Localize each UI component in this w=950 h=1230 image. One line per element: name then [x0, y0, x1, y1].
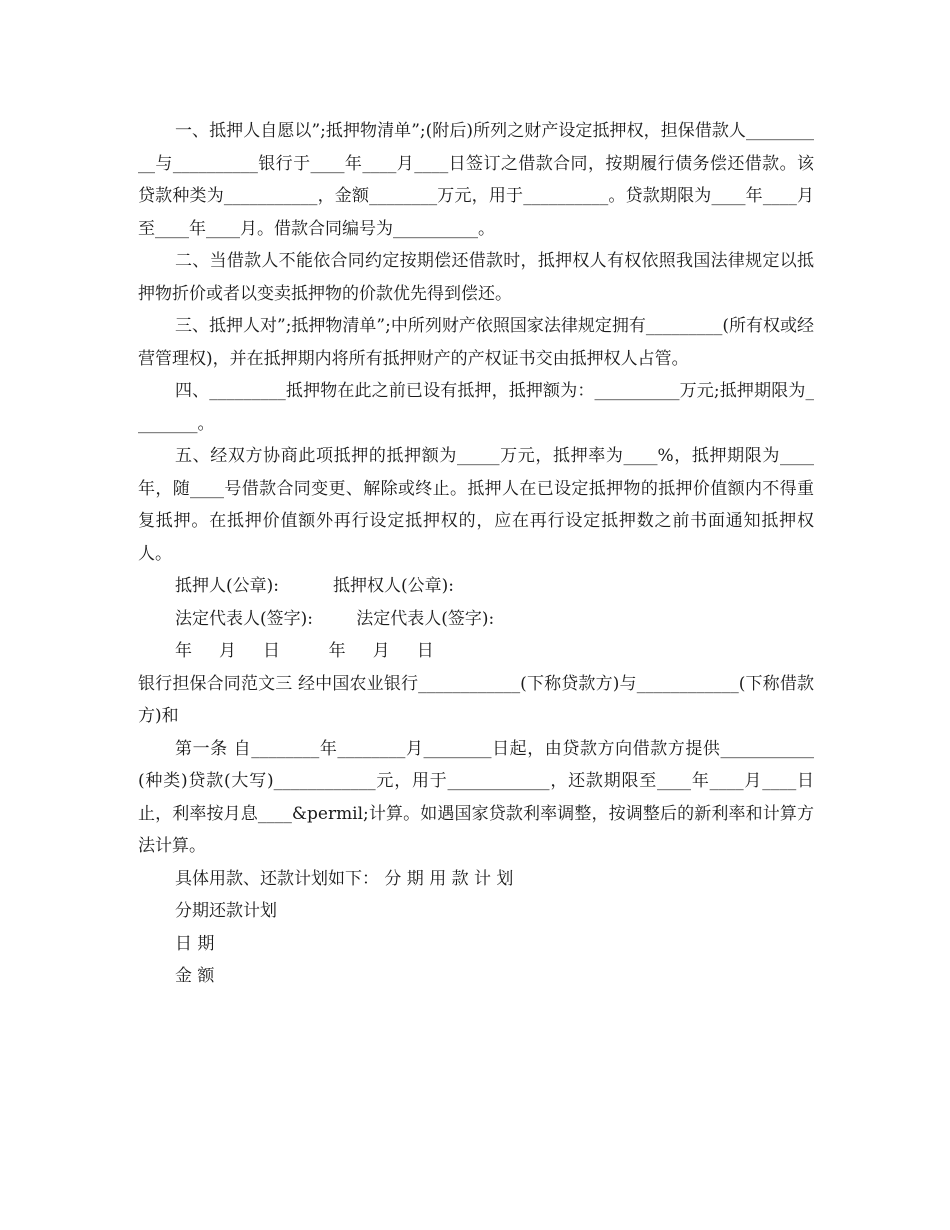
repayment-plan-label: 分期还款计划: [175, 901, 277, 921]
date-label: 日 期: [175, 933, 215, 954]
clause-3: 三、抵押人对”;抵押物清单”;中所列财产依照国家法律规定拥有_________(所有权或经营管理权)，并在抵押期内将所有抵押财产的产权证书交由抵押权人占管。: [138, 316, 814, 369]
signature-seal-line: 抵押人(公章): 抵押权人(公章):: [175, 576, 455, 596]
signature-representative-line: 法定代表人(签字): 法定代表人(签字):: [175, 608, 495, 629]
second-contract-intro: 银行担保合同范文三 经中国农业银行____________(下称贷款方)与____________(下称借款方)和: [138, 673, 814, 726]
clause-2: 二、当借款人不能依合同约定按期偿还借款时，抵押权人有权依照我国法律规定以抵押物折价或者以变卖抵押物的价款优先得到偿还。: [138, 251, 814, 304]
signature-date-line: 年 月 日 年 月 日: [175, 641, 434, 661]
loan-plan-line: 具体用款、还款计划如下： 分 期 用 款 计 划: [175, 868, 514, 889]
contract-text: [138, 115, 814, 993]
article-1: 第一条 自________年________月________日起，由贷款方向借款方提供___________(种类)贷款(大写)____________元，用于____________，还款期限至____年____月____日止，利率按月息____&permil;计算。如遇国家贷款利率调整，按调整后的新利率和计算方法计算。: [138, 738, 814, 856]
clause-5: 五、经双方协商此项抵押的抵押额为_____万元，抵押率为____%，抵押期限为____年，随____号借款合同变更、解除或终止。抵押人在已设定抵押物的抵押价值额内不得重复抵押。在抵押价值额外再行设定抵押权的，应在再行设定抵押数之前书面通知抵押权人。: [138, 446, 814, 564]
clause-1: 一、抵押人自愿以”;抵押物清单”;(附后)所列之财产设定抵押权，担保借款人__________与__________银行于____年____月____日签订之借款合同，按期履行债务偿还借款。该贷款种类为___________，金额________万元，用于__________。贷款期限为____年____月至____年____月。借款合同编号为__________。: [138, 121, 814, 239]
clause-4: 四、_________抵押物在此之前已设有抵押，抵押额为：__________万元;抵押期限为________。: [138, 381, 814, 434]
amount-label: 金 额: [175, 966, 215, 986]
